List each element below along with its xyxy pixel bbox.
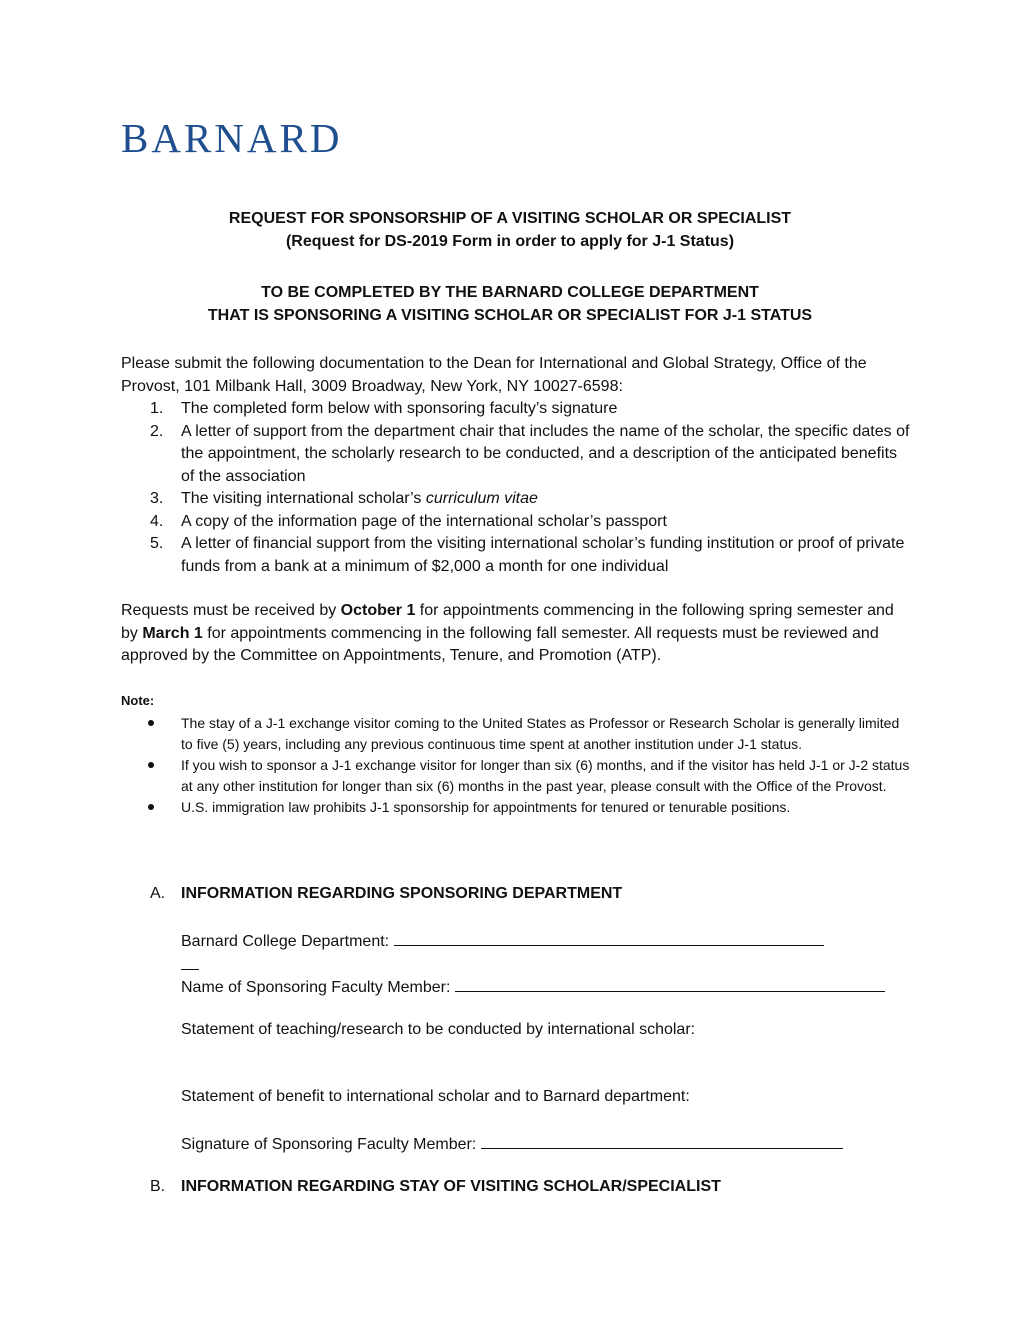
list-item-italic: curriculum vitae [425,490,538,507]
list-item-text: The completed form below with sponsoring faculty’s signature [181,400,618,417]
intro-paragraph: Please submit the following documentation to the Dean for International and Global Strategy, Office of the Provost, 101 Milbank Hall, 3009 Broadway, New York, NY 10027-6598: [121,355,867,395]
faculty-name-label: Name of Sponsoring Faculty Member: [181,979,451,996]
list-number: 5. [150,535,164,552]
note-text: If you wish to sponsor a J-1 exchange visitor for longer than six (6) months, and if the visitor has held J-1 or J-2 status at any other institution for longer than six (6) months in the past year, please consult with the Office of the Provost. [181,757,910,794]
list-item-text: A copy of the information page of the international scholar’s passport [181,512,667,530]
bullet-icon [148,804,154,810]
list-item [121,755,911,797]
deadlines-paragraph [121,600,911,668]
signature-label: Signature of Sponsoring Faculty Member: [181,1136,477,1153]
list-item [121,511,911,534]
list-number: 3. [150,490,164,507]
section-letter: B. [150,1178,166,1195]
note-text: The stay of a J-1 exchange visitor coming to the United States as Professor or Research Scholar is generally limited to five (5) years, including any previous continuous time spent at another institution under J-1 status. [181,715,900,752]
subtitle-line-1: TO BE COMPLETED BY THE BARNARD COLLEGE DEPARTMENT [261,284,759,301]
barnard-logo: BARNARD [121,115,343,161]
department-input-line[interactable] [394,928,824,946]
title-line-2: (Request for DS-2019 Form in order to apply for J-1 Status) [285,233,735,250]
list-item-text: The visiting international scholar’s [181,490,426,507]
deadlines-text: Requests must be received by [121,602,341,619]
department-field [181,928,824,953]
list-item [121,533,911,578]
list-number: 1. [150,400,164,417]
section-title: INFORMATION REGARDING STAY OF VISITING SCHOLAR/SPECIALIST [181,1178,721,1195]
deadlines-text: for appointments commencing in the following spring semester and by [121,602,894,642]
signature-field [181,1131,843,1156]
list-number: 4. [150,512,164,530]
subtitle-line-2: THAT IS SPONSORING A VISITING SCHOLAR OR SPECIALIST FOR J-1 STATUS [207,307,813,324]
note-label: Note: [121,693,155,708]
list-item [121,488,911,511]
bullet-icon [148,720,154,726]
list-item-text: A letter of financial support from the visiting international scholar’s funding institution or proof of private funds from a bank at a minimum of $2,000 a month for one individual [181,535,905,575]
signature-input-line[interactable] [481,1131,843,1149]
list-number: 2. [150,422,164,440]
wrapped-line-stub [181,969,199,970]
list-item [121,398,911,421]
faculty-name-input-line[interactable] [455,974,885,992]
teaching-statement-field: Statement of teaching/research to be conducted by international scholar: [181,1021,696,1038]
list-item [121,421,911,489]
notes-list [121,713,911,818]
faculty-name-field [181,974,885,999]
bullet-icon [148,762,154,768]
documents-list [121,398,911,578]
note-text: U.S. immigration law prohibits J-1 sponsorship for appointments for tenured or tenurable positions. [181,799,791,815]
form-subtitle [0,281,1020,327]
deadlines-text: for appointments commencing in the following fall semester. All requests must be reviewed and approved by the Committee on Appointments, Tenure, and Promotion (ATP). [121,624,879,664]
deadline-fall: October 1 [340,602,416,619]
section-title: INFORMATION REGARDING SPONSORING DEPARTMENT [181,885,623,902]
form-title [0,207,1020,253]
list-item [121,797,911,818]
section-a-heading [150,883,622,905]
deadline-spring: March 1 [142,624,203,642]
section-b-heading [150,1176,721,1198]
title-line-1: REQUEST FOR SPONSORSHIP OF A VISITING SCHOLAR OR SPECIALIST [228,210,792,227]
benefit-statement-field: Statement of benefit to international scholar and to Barnard department: [181,1088,690,1105]
department-label: Barnard College Department: [181,933,390,950]
section-letter: A. [150,885,166,902]
list-item [121,713,911,755]
list-item-text: A letter of support from the department chair that includes the name of the scholar, the specific dates of the appointment, the scholarly research to be conducted, and a description of the anticipated benefits of the association [181,422,910,485]
